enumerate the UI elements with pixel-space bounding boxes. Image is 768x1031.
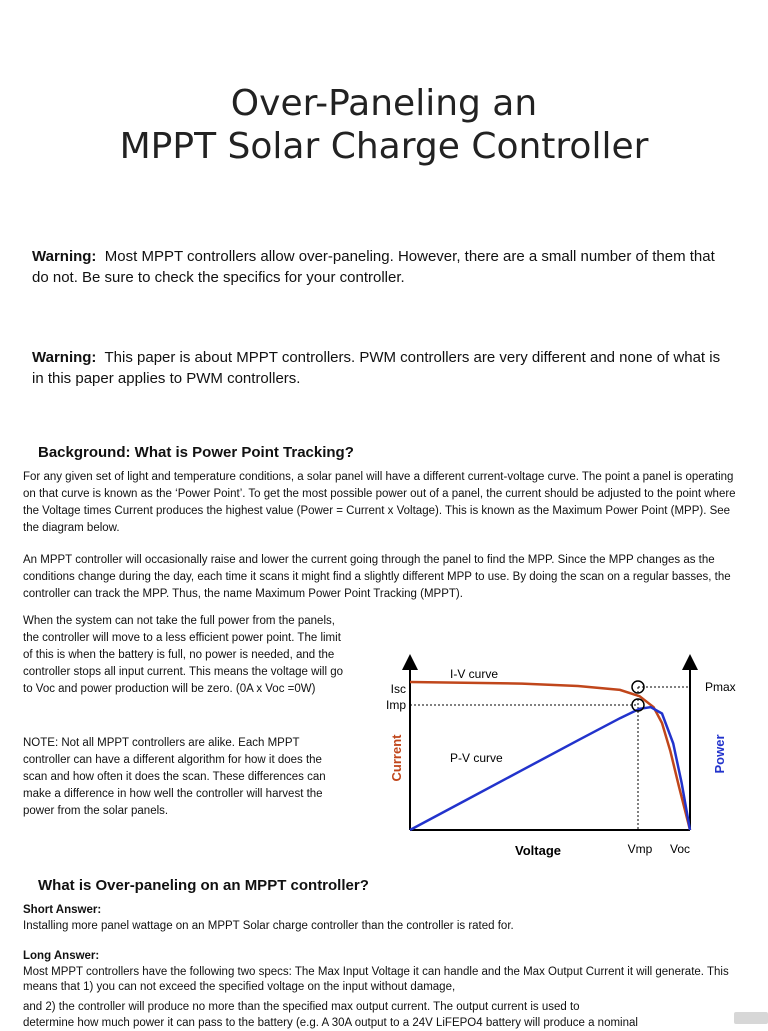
iv-curve-label: I-V curve <box>450 667 499 681</box>
pv-curve-label: P-V curve <box>450 751 503 765</box>
long-answer-text-2: and 2) the controller will produce no more than the specified max output current. The output current is used to <box>23 1001 580 1013</box>
warning-2-label: Warning: <box>32 349 97 366</box>
long-answer-label: Long Answer: <box>23 950 100 962</box>
short-answer-label: Short Answer: <box>23 904 102 916</box>
title-line-2: MPPT Solar Charge Controller <box>119 126 649 167</box>
short-answer-text: Installing more panel wattage on an MPPT Solar charge controller than the controller is rated for. <box>23 920 514 932</box>
background-heading: Background: What is Power Point Tracking? <box>38 444 354 461</box>
background-paragraph-2: An MPPT controller will occasionally raise and lower the current going through the panel to find the MPP. Since the MPP changes as the conditions change during the day, each time it scans it might find a slightly different MPP to use. By doing the scan on a regular basses, the controller can track the MPP. Thus, the name Maximum Power Point Tracking (MPPT). <box>23 554 731 600</box>
warning-1 <box>32 246 732 288</box>
isc-tick-label: Isc <box>390 682 406 696</box>
scrollbar-thumb[interactable] <box>734 1012 768 1024</box>
warning-1-label: Warning: <box>32 248 97 265</box>
warning-2 <box>32 347 732 389</box>
warning-1-text: Most MPPT controllers allow over-paneling. However, there are a small number of them that do not. Be sure to check the specifics for your controller. <box>32 248 715 286</box>
mpp-chart <box>368 650 736 865</box>
title-line-1: Over-Paneling an <box>230 83 538 124</box>
pv-curve-line <box>410 707 690 830</box>
warning-2-text: This paper is about MPPT controllers. PWM controllers are very different and none of what is in this paper applies to PWM controllers. <box>32 349 721 387</box>
background-paragraph-1: For any given set of light and temperature conditions, a solar panel will have a different current-voltage curve. The point a panel is operating on that curve is known as the ‘Power Point’. To get the most possible power out of a panel, the current should be adjusted to the point where the Voltage times Current produces the highest value (Power = Current x Voltage). This is known as the Maximum Power Point (MPP). See the diagram below. <box>23 471 736 534</box>
pmax-tick-label: Pmax <box>705 680 736 694</box>
y-axis-label: Current <box>389 734 404 782</box>
right-axis-label: Power <box>712 734 727 774</box>
vmp-tick-label: Vmp <box>627 842 653 856</box>
voc-tick-label: Voc <box>669 842 691 856</box>
page-title <box>0 82 768 168</box>
background-paragraph-3: When the system can not take the full power from the panels, the controller will move to a less efficient power point. The limit of this is when the battery is full, no power is needed, and the controller stops all input current. This means the voltage will go to Voc and power production will be zero. (0A x Voc =0W) <box>23 615 344 695</box>
imp-tick-label: Imp <box>385 698 406 712</box>
background-paragraph-4: NOTE: Not all MPPT controllers are alike. Each MPPT controller can have a different algorithm for how it does the scan and how often it does the scan. These differences can make a difference in how well the controller will harvest the power from the solar panels. <box>23 737 326 817</box>
long-answer-text-3: determine how much power it can pass to the battery (e.g. A 30A output to a 24V LiFEPO4 battery will produce a nominal <box>23 1017 638 1029</box>
long-answer-text-1: Most MPPT controllers have the following two specs: The Max Input Voltage it can handle and the Max Output Current it will generate. This means that 1) you can not exceed the specified voltage on the input without damage, <box>23 966 729 993</box>
overpaneling-heading: What is Over-paneling on an MPPT controller? <box>38 877 369 894</box>
x-axis-label: Voltage <box>515 843 561 858</box>
